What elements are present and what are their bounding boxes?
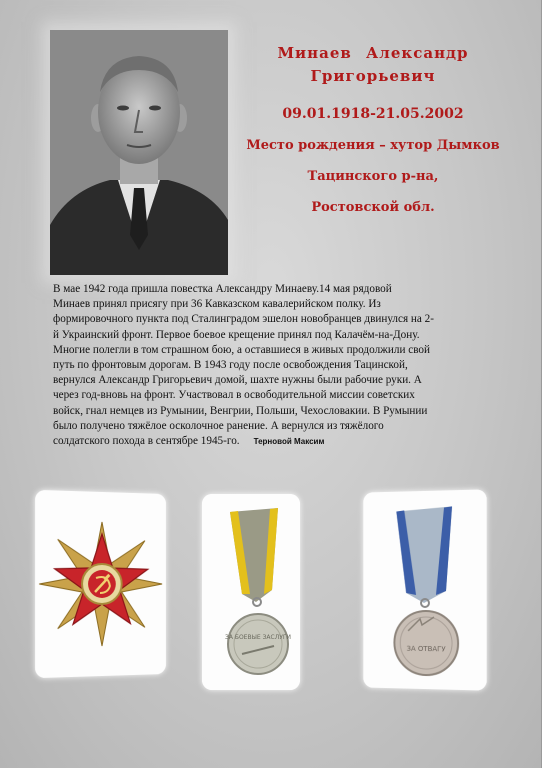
courage-medal-icon [363,489,486,690]
medal-card-battle-merit [202,494,300,690]
author-signature: Терновой Максим [253,437,325,447]
medal-card-courage [363,489,486,690]
portrait-image [50,30,228,275]
medal2-inscription: ЗА БОЕВЫЕ ЗАСЛУГИ [224,634,292,641]
life-dates: 09.01.1918-21.05.2002 [282,106,464,122]
bio-line: формировочного пункта под Сталинградом эшелон новобранцев двинулся на 2- [53,313,434,326]
bio-line: путь по фронтовым дорогам. В 1943 году после освобождения Тацинской, [53,359,408,372]
person-header [242,44,504,216]
birthplace-line1: Место рождения – хутор Дымков [246,138,500,153]
bio-line: было получено тяжёлое осколочное ранение. А вернулся из тяжёлого [53,419,384,432]
bio-line: Многие полегли в том страшном бою, а оставшиеся в живых продолжили свой [53,343,430,356]
order-patriotic-war-icon [35,490,166,678]
medal-card-order [35,490,166,678]
bio-line: В мае 1942 года пришла повестка Александру Минаеву.14 мая рядовой [53,283,392,295]
portrait-photo [50,30,228,275]
bio-line: солдатского похода в сентябре 1945-го. [53,435,240,448]
bio-line: войск, гнал немцев из Румынии, Венгрии, Польши, Чехословакии. В Румынии [53,404,428,417]
biography-text [53,282,501,449]
bio-line-last [53,434,501,449]
bio-line: вернулся Александр Григорьевич домой, шахте нужны были рабочие руки. А [53,374,422,387]
battle-merit-medal-icon [202,494,300,690]
medal3-inscription: ЗА ОТВАГУ [406,644,446,654]
birthplace-line3: Ростовской обл. [311,200,435,215]
birthplace-line2: Тацинского р-на, [307,169,439,184]
bio-line: через год-вновь на фронт. Участвовал в освободительной миссии советских [53,389,415,402]
person-name-line2: Григорьевич [310,67,436,85]
bio-line: Минаев принял присягу при 36 Кавказском кавалерийском полку. Из [53,298,381,311]
bio-line: й Украинский фронт. Первое боевое крещение принял под Калачём-на-Дону. [53,328,420,341]
person-name-line1: Минаев Александр [277,44,469,62]
